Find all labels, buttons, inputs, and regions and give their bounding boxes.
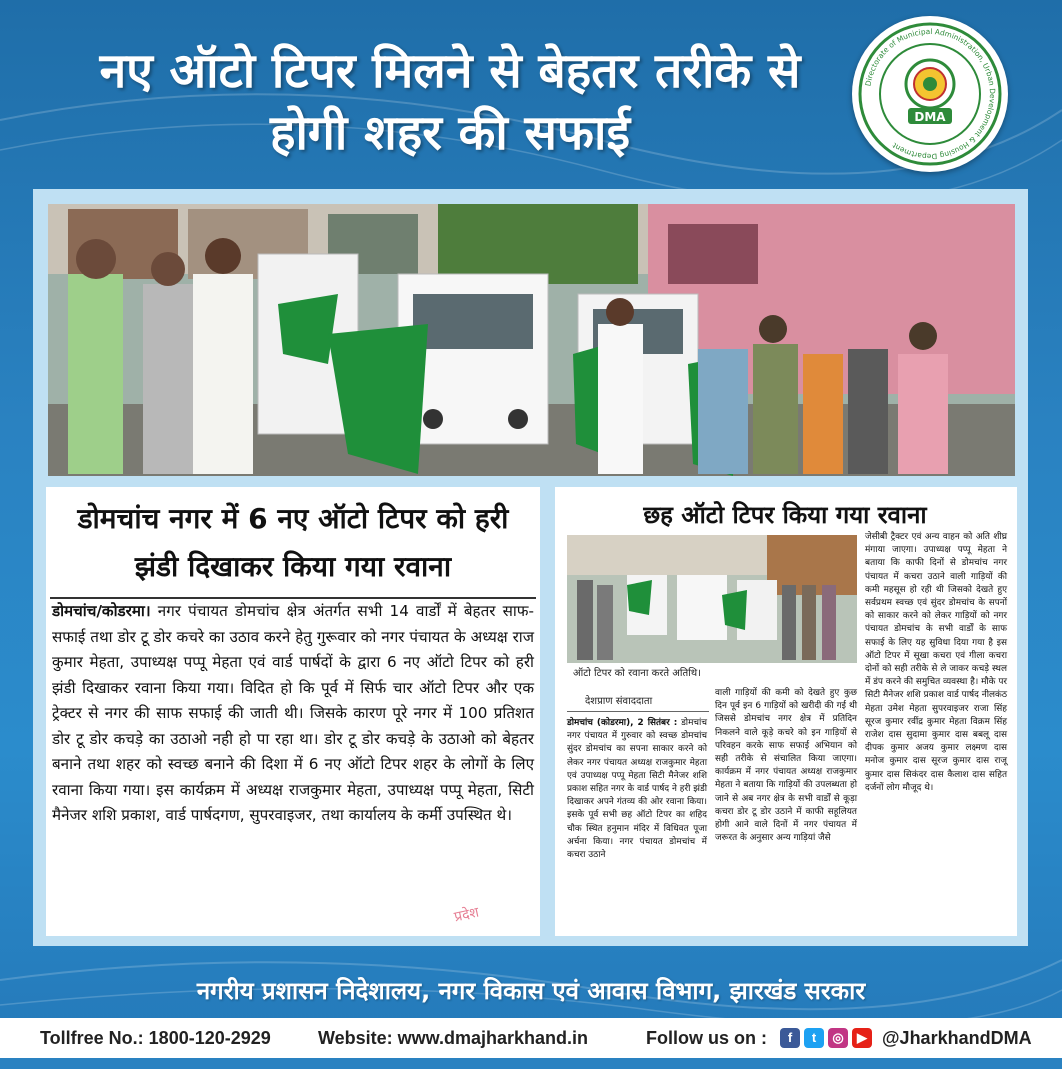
twitter-icon[interactable]: t — [804, 1028, 824, 1048]
right-article — [555, 487, 1017, 936]
left-article-dateline: डोमचांच/कोडरमा। — [52, 602, 151, 620]
main-photo — [48, 204, 1015, 476]
column-3: जेसीबी ट्रैक्टर एवं अन्य वाहन को अति शीघ्र मंगाया जाएगा। उपाध्यक्ष पप्पू मेहता ने बताया कि काफी दिनों से डोमचांच नगर पंचायत में कचरा उठाने वाली गाड़ियों की कमी महसूस हो रही थी जिसको देखते हुए सर्वप्रथम स्वच्छ एवं सुंदर डोमचांच के सपनों को साकार करने को लेकर गाड़ियों को नगर पंचायत डोमचांच के सभी वार्डों के साफ सफाई के लिए यह सुविधा दिया गया है इस ऑटो टिपर में सूखा कचरा एवं गीला कचरा दोनों को सही तरीके से ले जाकर कचड़े स्थल में डंप करने की समुचित व्यवस्था है। मौके पर सिटी मैनेजर शशि प्रकाश वार्ड पार्षद नीलकंठ मेहता उमेश मेहता सुपरवाइजर राजा सिंह सूरज कुमार रवींद्र कुमार मेहता विक्रम सिंह राजेश दास सुदामा कुमार दास बबलू दास दीपक कुमार अजय कुमार लक्ष्मण दास मनोज कुमार दास सूरज कुमार दास राजू कुमार दास सिकंदर दास कैलाश दास सहित दर्जनों लोग मौजूद थे। — [865, 532, 1007, 793]
facebook-icon[interactable]: f — [780, 1028, 800, 1048]
department-name: नगरीय प्रशासन निदेशालय, नगर विकास एवं आवास विभाग, झारखंड सरकार — [196, 977, 866, 1005]
dma-logo — [852, 16, 1008, 172]
follow-label: Follow us on : — [646, 1028, 767, 1048]
right-article-dateline: डोमचांच (कोडरमा), 2 सितंबर : — [567, 718, 678, 728]
byline-divider — [567, 711, 709, 712]
column-1 — [567, 717, 707, 862]
tollfree-number: Tollfree No.: 1800-120-2929 — [40, 1028, 271, 1048]
left-article-body — [52, 599, 534, 829]
stamp-text: प्रदेश — [452, 904, 481, 926]
left-article-text: नगर पंचायत डोमचांच क्षेत्र अंतर्गत सभी 14 वार्डों में बेहतर साफ-सफाई तथा डोर टू डोर कचरे का उठाव करने हेतु गुरूवार को नगर पंचायत के अध्यक्ष राज कुमार मेहता, उपाध्यक्ष पप्पू मेहता एवं वार्ड पार्षदों के द्वारा 6 नए ऑटो टिपर को हरी झंडी दिखाकर रवाना किया गया। विदित हो कि पूर्व में सिर्फ चार ऑटो टिपर और एक ट्रेक्टर से नगर की साफ सफाई की जाती थी। जिसके कारण पूरे नगर में 100 प्रतिशत डोर टू डोर कचड़े का उठाओ नही हो पा रहा था। डोर टू डोर कचड़े के उठाओ को बेहतर बनाने तथा शहर को स्वच्छ बनाने की दिशा में 6 नए ऑटो टिपर शहर के लोगों के लिए रवाना किया गया। इस कार्यक्रम में अध्यक्ष राजकुमार मेहता, उपाध्यक्ष पप्पू मेहता, सिटी मैनेजर शशि प्रकाश, वार्ड पार्षदगण, सुपरवाइजर, तथा कार्यालय के कर्मी उपस्थित थे। — [52, 602, 534, 824]
column-1-text: डोमचांच नगर पंचायत में गुरुवार को स्वच्छ डोमचांच सुंदर डोमचांच का सपना साकार करने को लेकर नगर पंचायत अध्यक्ष राजकुमार मेहता एवं उपाध्यक्ष पप्पू मेहता सिटी मैनेजर शशि प्रकाश सहित नगर के वार्ड पार्षद ने हरी झंडी दिखाकर अपने गंतव्य की ओर रवाना किया। इसके पूर्व सभी छह ऑटो टिपर का शहिद चौक स्थित हनुमान मंदिर में विधिवत पूजा अर्चना किया। नगर पंचायत डोमचांच में कचरा उठाने — [567, 718, 707, 861]
left-article — [46, 487, 540, 936]
headline: नए ऑटो टिपर मिलने से बेहतर तरीके से होगी शहर की सफाई — [99, 43, 801, 161]
right-article-title: छह ऑटो टिपर किया गया रवाना — [643, 501, 927, 529]
logo-ring-text: Directorate of Municipal Administration, Urban Development & Housing Department — [863, 26, 998, 162]
social-handle[interactable]: @JharkhandDMA — [882, 1028, 1032, 1048]
byline: देशप्राण संवाददाता — [585, 696, 653, 707]
instagram-icon[interactable]: ◎ — [828, 1028, 848, 1048]
left-article-title: डोमचांच नगर में 6 नए ऑटो टिपर को हरी झंडी दिखाकर किया गया रवाना — [77, 502, 509, 583]
right-photo-caption: ऑटो टिपर को रवाना करते अतिथि। — [567, 663, 857, 685]
logo-text: DMA — [914, 110, 946, 124]
youtube-icon[interactable]: ▶ — [852, 1028, 872, 1048]
bottom-strip — [0, 1058, 1062, 1069]
website-link[interactable]: Website: www.dmajharkhand.in — [318, 1028, 589, 1048]
column-2: वाली गाड़ियों की कमी को देखते हुए कुछ दिन पूर्व इन 6 गाड़ियों को खरीदी की गई थी जिससे डोमचांच नगर क्षेत्र में प्रतिदिन निकलने वाले कूड़े कचरे को इन गाड़ियों से परिवहन करके साफ सफाई अभियान को सही तरीके से संचालित किया जाएगा। कार्यक्रम में नगर पंचायत अध्यक्ष राजकुमार मेहता ने बताया कि गाड़ियों की उपलब्धता हो जाने से अब नगर क्षेत्र के सभी वार्डों से कूड़ा कचरा डोर टू डोर उठाने में काफी सहूलियत होगी आने वाले दिनों में नगर पंचायत में जरूरत के अनुसार अन्य गाड़ियां जैसे — [715, 688, 857, 844]
